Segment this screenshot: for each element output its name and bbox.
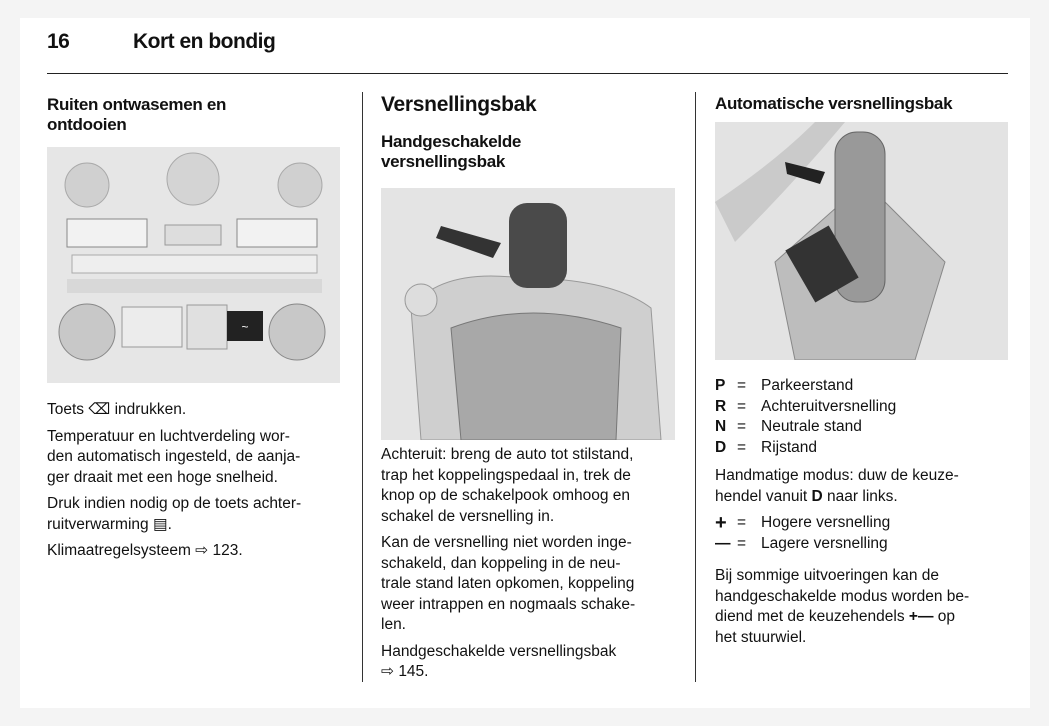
equals: = xyxy=(737,534,747,552)
last-post: op het stuurwiel. xyxy=(715,608,956,646)
last-pre: Bij sommige uitvoeringen kan de handgeschakelde modus worden be- diend met de keuzehendels xyxy=(715,567,970,625)
shift-label: Lagere versnelling xyxy=(761,534,888,552)
rear-window-heating-icon: ▤ xyxy=(152,515,168,533)
page-number: 16 xyxy=(47,30,70,53)
paragraph: Kan de versnelling niet worden inge- schakeld, dan koppeling in de neu- trale stand laten opkomen, koppeling weer intrappen en nogmaals schake- len. xyxy=(381,534,636,633)
minus-icon: — xyxy=(715,534,731,552)
manual-gearbox-text xyxy=(381,445,676,689)
paragraph: Achteruit: breng de auto tot stilstand, trap het koppelingspedaal in, trek de knop op de schakelpook omhoog en schakel de versnelling in. xyxy=(381,446,634,525)
svg-text:~: ~ xyxy=(241,320,249,334)
gear-label: Rijstand xyxy=(761,438,817,456)
gearbox-title: Versnellingsbak xyxy=(381,93,537,116)
equals: = xyxy=(737,418,747,435)
gear-key: R xyxy=(715,397,727,415)
paragraph: Temperatuur en luchtverdeling wor- den automatisch ingesteld, de aanja- ger draait met een hoge snelheid. xyxy=(47,427,301,486)
gear-key: N xyxy=(715,418,727,435)
gear-item-d xyxy=(715,438,1010,459)
p3-pre: Druk indien nodig op de toets achter- ruitverwarming xyxy=(47,495,302,533)
gear-item-p xyxy=(715,376,1010,397)
page-ref-link[interactable]: 123. xyxy=(212,542,243,559)
shift-list xyxy=(715,513,1010,554)
manual-key: D xyxy=(811,487,823,505)
p3-text: Handgeschakelde versnellingsbak xyxy=(381,642,617,660)
gear-key: P xyxy=(715,377,726,394)
page-ref-arrow-icon: ⇨ xyxy=(381,663,394,680)
shift-item-up xyxy=(715,513,1010,534)
manual-pre: Handmatige modus: duw de keuze- hendel vanuit xyxy=(715,467,959,505)
manual-gearbox-heading: Handgeschakelde versnellingsbak xyxy=(381,132,522,171)
automatic-selector-lever-image xyxy=(715,122,1008,360)
p4-pre: Klimaatregelsysteem xyxy=(47,542,191,559)
column-divider xyxy=(695,92,696,682)
column-gearbox xyxy=(381,93,676,172)
defrost-heading: Ruiten ontwasemen en ontdooien xyxy=(47,95,227,134)
p1-pre: Toets xyxy=(47,401,85,418)
column-defrost xyxy=(47,95,342,135)
shift-item-down xyxy=(715,534,1010,555)
automatic-gearbox-heading: Automatische versnellingsbak xyxy=(715,94,953,113)
equals: = xyxy=(737,377,747,394)
climate-control-panel-image xyxy=(47,147,340,383)
gear-label: Parkeerstand xyxy=(761,377,854,394)
gear-label: Neutrale stand xyxy=(761,418,862,435)
paddle-keys: +— xyxy=(908,608,934,625)
page-ref-arrow-icon: ⇨ xyxy=(195,542,209,559)
equals: = xyxy=(737,397,747,415)
automatic-gearbox-text xyxy=(715,376,1010,654)
column-automatic xyxy=(715,94,1010,114)
equals: = xyxy=(737,438,747,456)
gear-label: Achteruitversnelling xyxy=(761,397,897,415)
shift-label: Hogere versnelling xyxy=(761,514,891,531)
gear-positions-list xyxy=(715,376,1010,458)
header-rule xyxy=(47,73,1008,74)
p1-post: indrukken. xyxy=(114,401,187,418)
defrost-text xyxy=(47,400,342,568)
manual-gear-lever-image xyxy=(381,188,675,440)
gear-item-r xyxy=(715,397,1010,418)
page-ref-link[interactable]: 145. xyxy=(398,663,429,680)
plus-icon: + xyxy=(715,512,727,534)
p3-post: . xyxy=(167,515,172,533)
equals: = xyxy=(737,514,747,531)
manual-post: naar links. xyxy=(827,487,898,505)
gear-key: D xyxy=(715,438,727,456)
column-divider xyxy=(362,92,363,682)
section-title: Kort en bondig xyxy=(133,30,276,53)
windscreen-defrost-icon: ⌫ xyxy=(88,401,111,418)
gear-item-n xyxy=(715,417,1010,438)
